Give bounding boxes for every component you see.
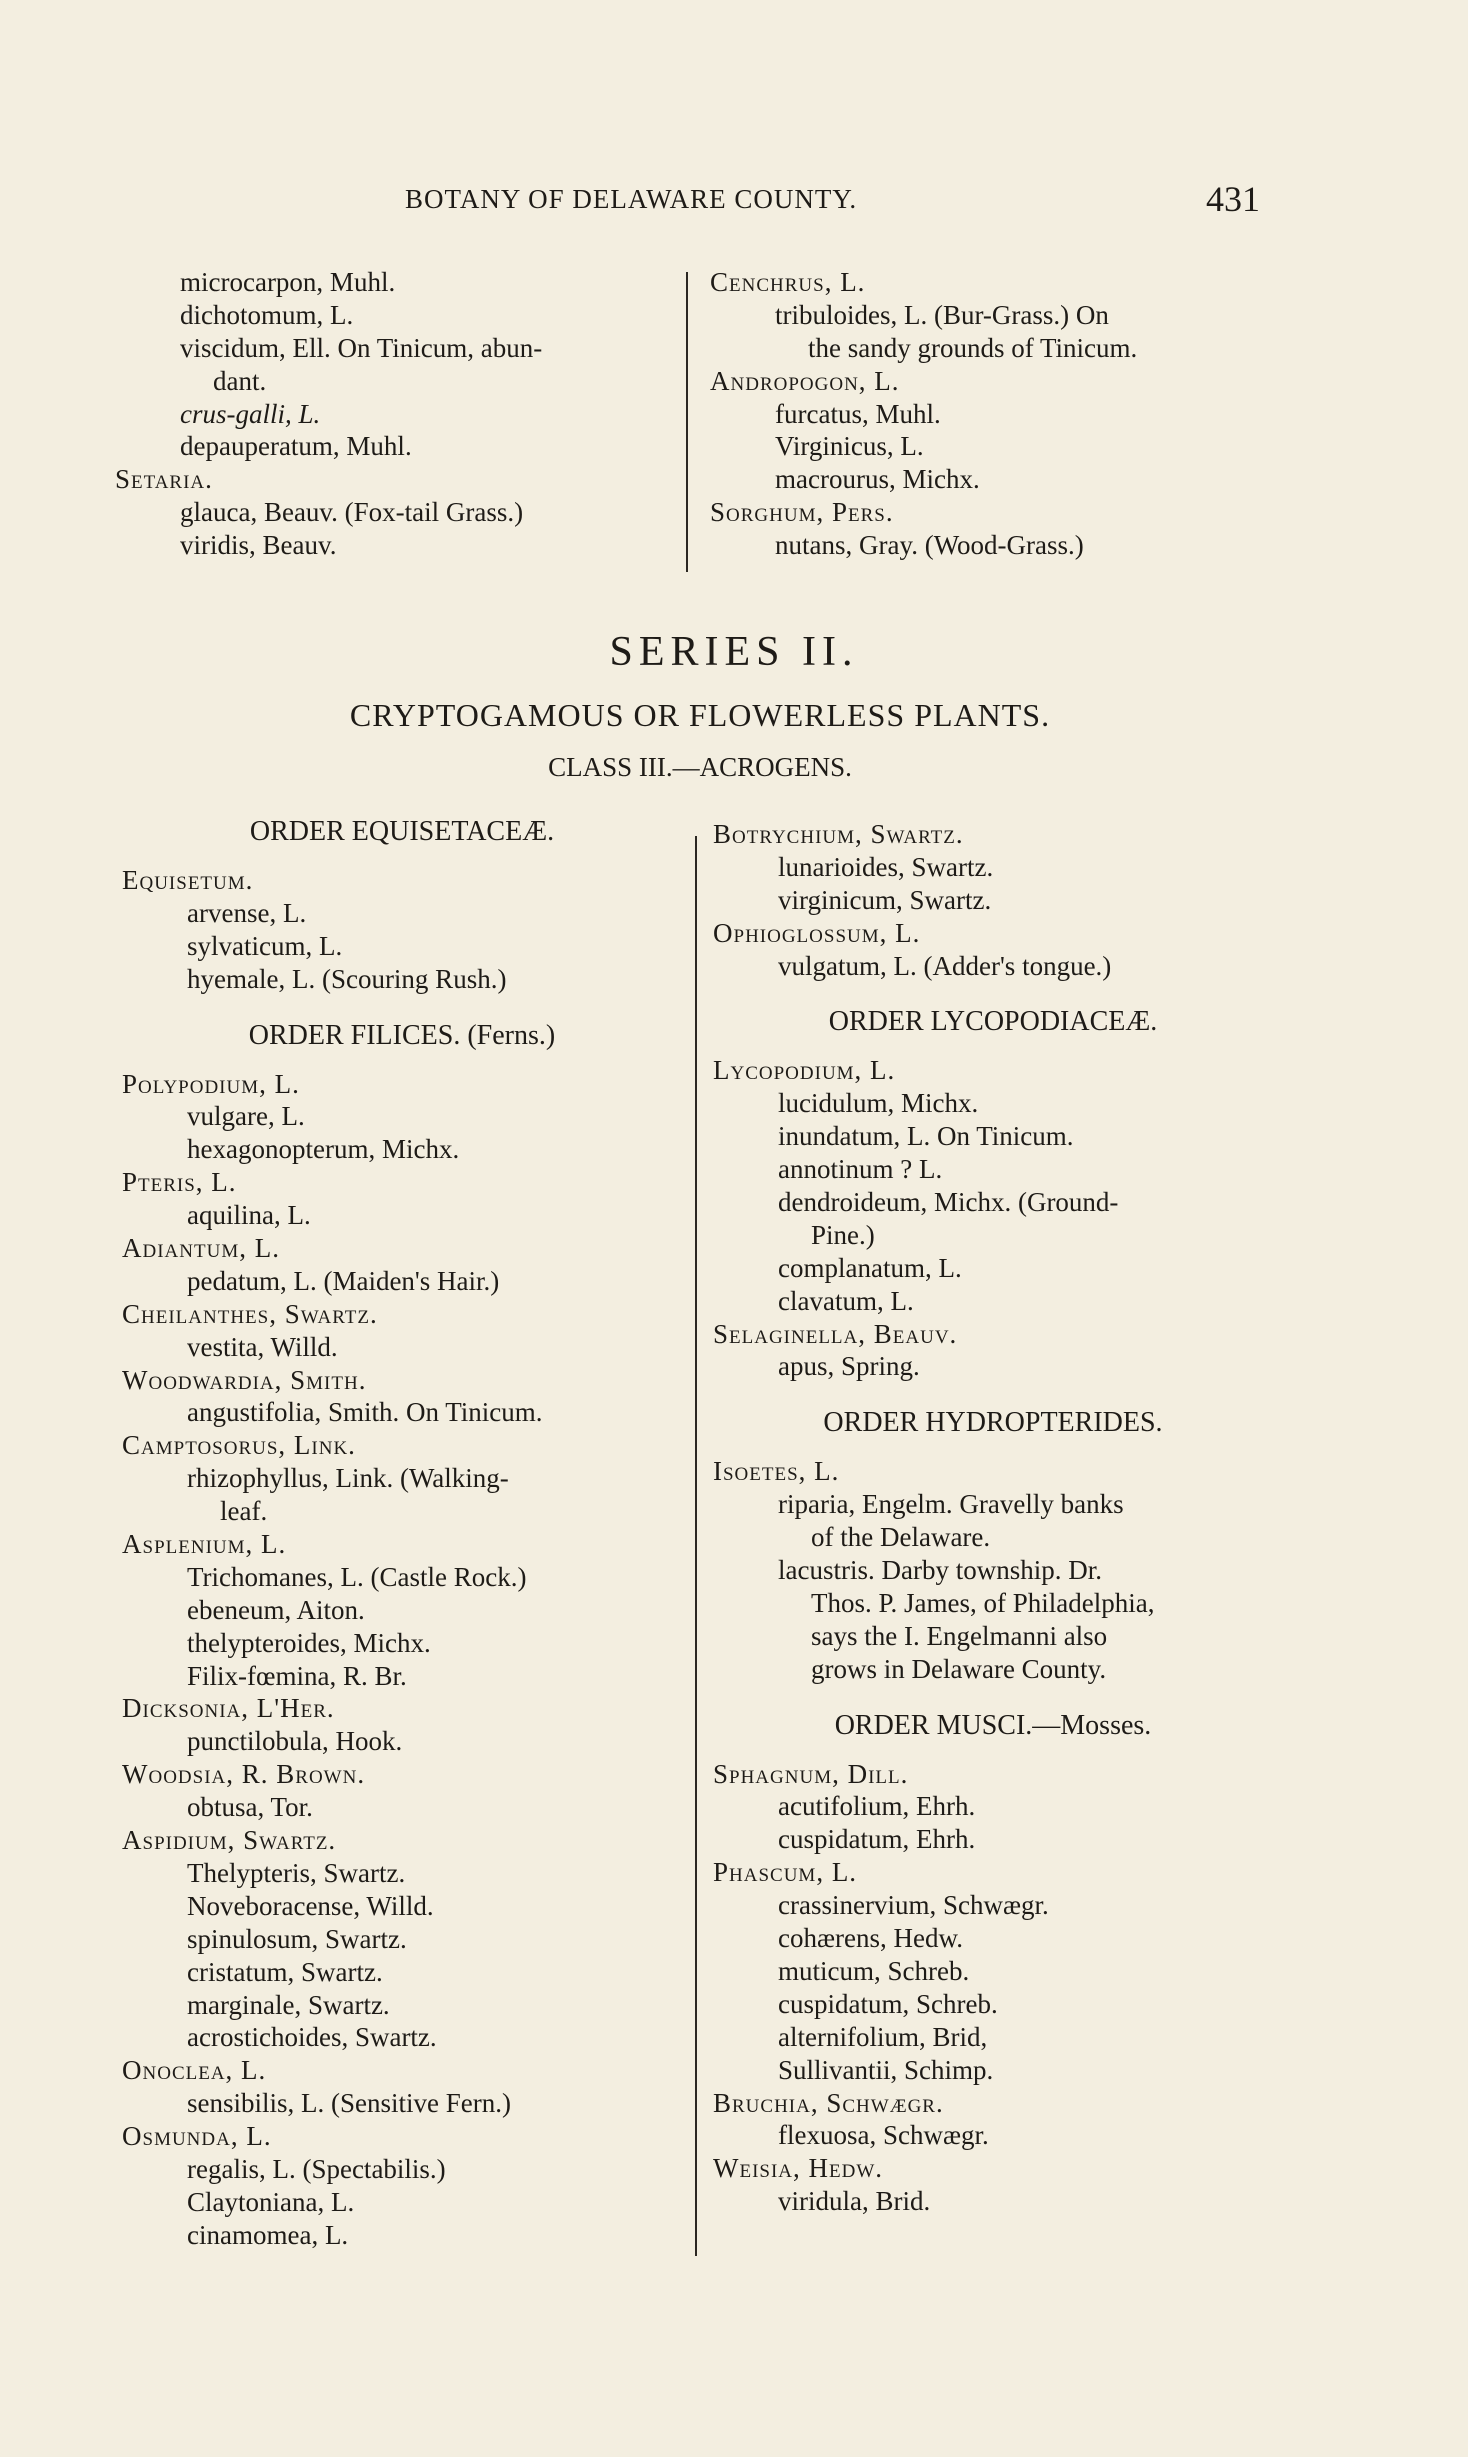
list-item: furcatus, Muhl. (775, 398, 941, 429)
list-item: cuspidatum, Ehrh. (778, 1824, 976, 1855)
genus-heading: Adiantum, L. (122, 1233, 280, 1264)
header-title: BOTANY OF DELAWARE COUNTY. (405, 184, 858, 214)
genus-heading: Woodsia, R. Brown. (122, 1759, 366, 1790)
list-item: punctilobula, Hook. (187, 1726, 403, 1757)
list-item: flexuosa, Schwægr. (778, 2120, 989, 2151)
list-item: lunarioides, Swartz. (778, 851, 994, 882)
genus-heading: Cenchrus, L. (710, 267, 866, 297)
list-item: inundatum, L. On Tinicum. (778, 1121, 1074, 1152)
list-item: cuspidatum, Schreb. (778, 1988, 998, 2019)
page-number: 431 (1206, 179, 1260, 219)
list-item: of the Delaware. (811, 1522, 991, 1553)
list-item: viscidum, Ell. On Tinicum, abun- (180, 332, 543, 363)
genus-heading: Sorghum, Pers. (710, 497, 894, 528)
list-item: marginale, Swartz. (187, 1989, 390, 2020)
order-heading: ORDER EQUISETACEÆ. (249, 816, 555, 847)
list-item: sylvaticum, L. (187, 930, 343, 961)
genus-heading: Woodwardia, Smith. (122, 1364, 367, 1395)
list-item: regalis, L. (Spectabilis.) (187, 2153, 446, 2184)
list-item: cohærens, Hedw. (778, 1923, 963, 1954)
list-item: complanatum, L. (778, 1252, 962, 1283)
genus-heading: Bruchia, Schwægr. (713, 2087, 944, 2118)
list-item: lacustris. Darby township. Dr. (778, 1555, 1102, 1586)
left-column (122, 812, 682, 2252)
order-heading: ORDER LYCOPODIACEÆ. (828, 1006, 1158, 1038)
list-item: cristatum, Swartz. (187, 1956, 383, 1987)
genus-heading: Andropogon, L. (710, 365, 900, 396)
list-item: leaf. (220, 1496, 268, 1527)
genus-heading: Osmunda, L. (122, 2121, 272, 2152)
genus-heading: Setaria. (115, 464, 213, 495)
list-item: Noveboracense, Willd. (187, 1890, 434, 1921)
list-item: nutans, Gray. (Wood-Grass.) (775, 530, 1084, 561)
list-item: Thos. P. James, of Philadelphia, (811, 1587, 1155, 1618)
list-item: crus-galli, L. (180, 398, 321, 429)
list-item: pedatum, L. (Maiden's Hair.) (187, 1265, 500, 1296)
list-item: glauca, Beauv. (Fox-tail Grass.) (180, 497, 524, 528)
genus-heading: Lycopodium, L. (713, 1055, 896, 1086)
list-item: says the I. Engelmanni also (811, 1620, 1108, 1651)
list-item: vulgare, L. (187, 1101, 305, 1132)
order-heading: ORDER FILICES. (Ferns.) (248, 1019, 556, 1051)
genus-heading: Polypodium, L. (122, 1068, 300, 1099)
list-item: cinamomea, L. (187, 2219, 349, 2250)
list-item: angustifolia, Smith. On Tinicum. (187, 1397, 543, 1428)
list-item: hexagonopterum, Michx. (187, 1134, 460, 1165)
list-item: riparia, Engelm. Gravelly banks (778, 1489, 1124, 1520)
running-header (300, 178, 1260, 218)
class-title: CLASS III.—ACROGENS. (548, 752, 852, 782)
list-item: Virginicus, L. (775, 431, 924, 462)
genus-heading: Aspidium, Swartz. (122, 1825, 337, 1856)
list-item: thelypteroides, Michx. (187, 1627, 431, 1658)
column-divider (695, 836, 697, 2256)
list-item: Filix-fœmina, R. Br. (187, 1660, 407, 1691)
genus-heading: Cheilanthes, Swartz. (122, 1298, 378, 1329)
genus-heading: Ophioglossum, L. (713, 917, 921, 948)
list-item: dant. (213, 365, 267, 396)
genus-heading: Botrychium, Swartz. (713, 819, 964, 849)
list-item: vulgatum, L. (Adder's tongue.) (778, 950, 1112, 981)
list-item: dendroideum, Michx. (Ground- (778, 1187, 1119, 1218)
series-title: SERIES II. (609, 629, 859, 675)
list-item: hyemale, L. (Scouring Rush.) (187, 963, 507, 994)
column-divider (686, 272, 688, 572)
list-item: macrourus, Michx. (775, 464, 980, 495)
genus-heading: Dicksonia, L'Her. (122, 1693, 335, 1724)
list-item: acutifolium, Ehrh. (778, 1791, 976, 1822)
list-item: Trichomanes, L. (Castle Rock.) (187, 1561, 527, 1592)
list-item: depauperatum, Muhl. (180, 431, 412, 462)
list-item: grows in Delaware County. (811, 1653, 1107, 1684)
list-item: arvense, L. (187, 897, 307, 928)
list-item: Pine.) (811, 1219, 875, 1250)
genus-heading: Asplenium, L. (122, 1529, 287, 1560)
order-heading: ORDER HYDROPTERIDES. (823, 1407, 1163, 1439)
genus-heading: Isoetes, L. (713, 1456, 840, 1487)
genus-heading: Pteris, L. (122, 1167, 237, 1198)
list-item: obtusa, Tor. (187, 1792, 313, 1823)
list-item: virginicum, Swartz. (778, 884, 992, 915)
genus-heading: Sphagnum, Dill. (713, 1758, 909, 1789)
list-item: rhizophyllus, Link. (Walking- (187, 1463, 509, 1494)
list-item: alternifolium, Brid, (778, 2021, 988, 2052)
genus-heading: Selaginella, Beauv. (713, 1318, 958, 1349)
list-item: viridula, Brid. (778, 2186, 931, 2217)
list-item: microcarpon, Muhl. (180, 267, 396, 297)
list-item: viridis, Beauv. (180, 530, 337, 561)
series-subtitle: CRYPTOGAMOUS OR FLOWERLESS PLANTS. (349, 697, 1051, 733)
list-item: ebeneum, Aiton. (187, 1594, 365, 1625)
list-item: aquilina, L. (187, 1200, 311, 1231)
top-right-column (710, 266, 1270, 562)
list-item: crassinervium, Schwægr. (778, 1890, 1049, 1921)
list-item: annotinum ? L. (778, 1154, 943, 1185)
list-item: Claytoniana, L. (187, 2186, 355, 2217)
list-item: clavatum, L. (778, 1285, 914, 1316)
list-item: dichotomum, L. (180, 299, 354, 330)
genus-heading: Camptosorus, Link. (122, 1430, 356, 1461)
list-item: apus, Spring. (778, 1351, 920, 1382)
right-column (713, 818, 1273, 2218)
order-heading: ORDER MUSCI.—Mosses. (834, 1709, 1152, 1741)
list-item: Sullivantii, Schimp. (778, 2054, 994, 2085)
list-item: muticum, Schreb. (778, 1955, 970, 1986)
genus-heading: Onoclea, L. (122, 2055, 267, 2086)
genus-heading: Phascum, L. (713, 1857, 858, 1888)
list-item: tribuloides, L. (Bur-Grass.) On (775, 299, 1109, 330)
genus-heading: Equisetum. (122, 865, 254, 895)
list-item: spinulosum, Swartz. (187, 1923, 407, 1954)
list-item: acrostichoides, Swartz. (187, 2022, 437, 2053)
list-item: lucidulum, Michx. (778, 1088, 979, 1119)
list-item: the sandy grounds of Tinicum. (808, 332, 1138, 363)
list-item: Thelypteris, Swartz. (187, 1857, 406, 1888)
genus-heading: Weisia, Hedw. (713, 2153, 884, 2184)
list-item: vestita, Willd. (187, 1331, 338, 1362)
list-item: sensibilis, L. (Sensitive Fern.) (187, 2088, 511, 2119)
top-left-column (115, 266, 675, 562)
